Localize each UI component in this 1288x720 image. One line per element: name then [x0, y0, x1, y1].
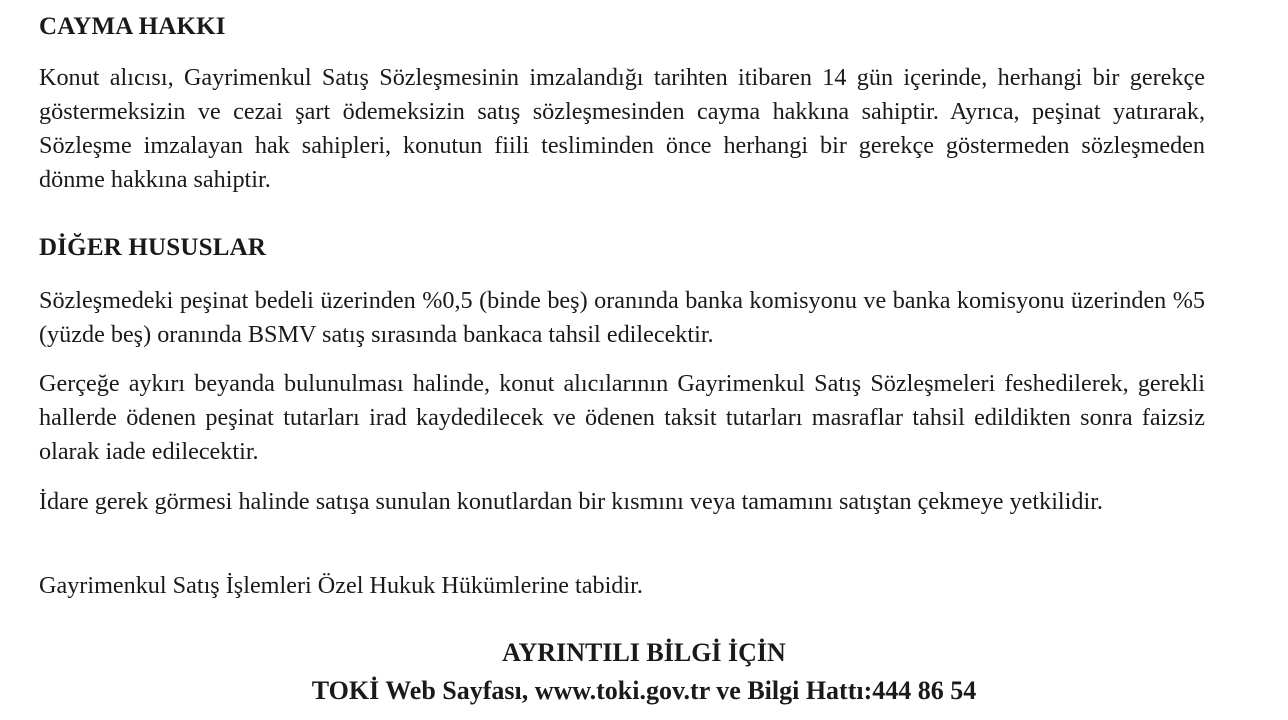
paragraph-idare-yetkisi: İdare gerek görmesi halinde satışa sunulan konutlardan bir kısmını veya tamamını satıştan çekmeye yetkilidir.: [39, 488, 1103, 515]
footer-contact-line: TOKİ Web Sayfası, www.toki.gov.tr ve Bilgi Hattı:444 86 54: [311, 676, 977, 705]
paragraph-gercege-aykiri-beyan: Gerçeğe aykırı beyanda bulunulması halinde, konut alıcılarının Gayrimenkul Satış Sözleşmeleri feshedilerek, gerekli hallerde ödenen peşinat tutarları irad kaydedilecek ve ödenen taksit tutarları masraflar tahsil edildikten sonra faizsiz olarak iade edilecektir.: [39, 370, 1205, 465]
section-heading-diger-hususlar: DİĞER HUSUSLAR: [39, 234, 267, 261]
paragraph-banka-komisyonu: Sözleşmedeki peşinat bedeli üzerinden %0,5 (binde beş) oranında banka komisyonu ve banka komisyonu üzerinden %5 (yüzde beş) oranında BSMV satış sırasında bankaca tahsil edilecektir.: [39, 287, 1205, 348]
section-heading-cayma-hakki: CAYMA HAKKI: [39, 13, 226, 40]
footer-title: AYRINTILI BİLGİ İÇİN: [502, 638, 786, 667]
paragraph-ozel-hukuk: Gayrimenkul Satış İşlemleri Özel Hukuk Hükümlerine tabidir.: [39, 572, 643, 599]
footer-contact-info: [0, 634, 1288, 710]
paragraph-cayma-hakki: Konut alıcısı, Gayrimenkul Satış Sözleşmesinin imzalandığı tarihten itibaren 14 gün içerinde, herhangi bir gerekçe göstermeksizin ve cezai şart ödemeksizin satış sözleşmesinden cayma hakkına sahiptir. Ayrıca, peşinat yatırarak, Sözleşme imzalayan hak sahipleri, konutun fiili tesliminden önce herhangi bir gerekçe göstermeden sözleşmeden dönme hakkına sahiptir.: [39, 64, 1205, 193]
